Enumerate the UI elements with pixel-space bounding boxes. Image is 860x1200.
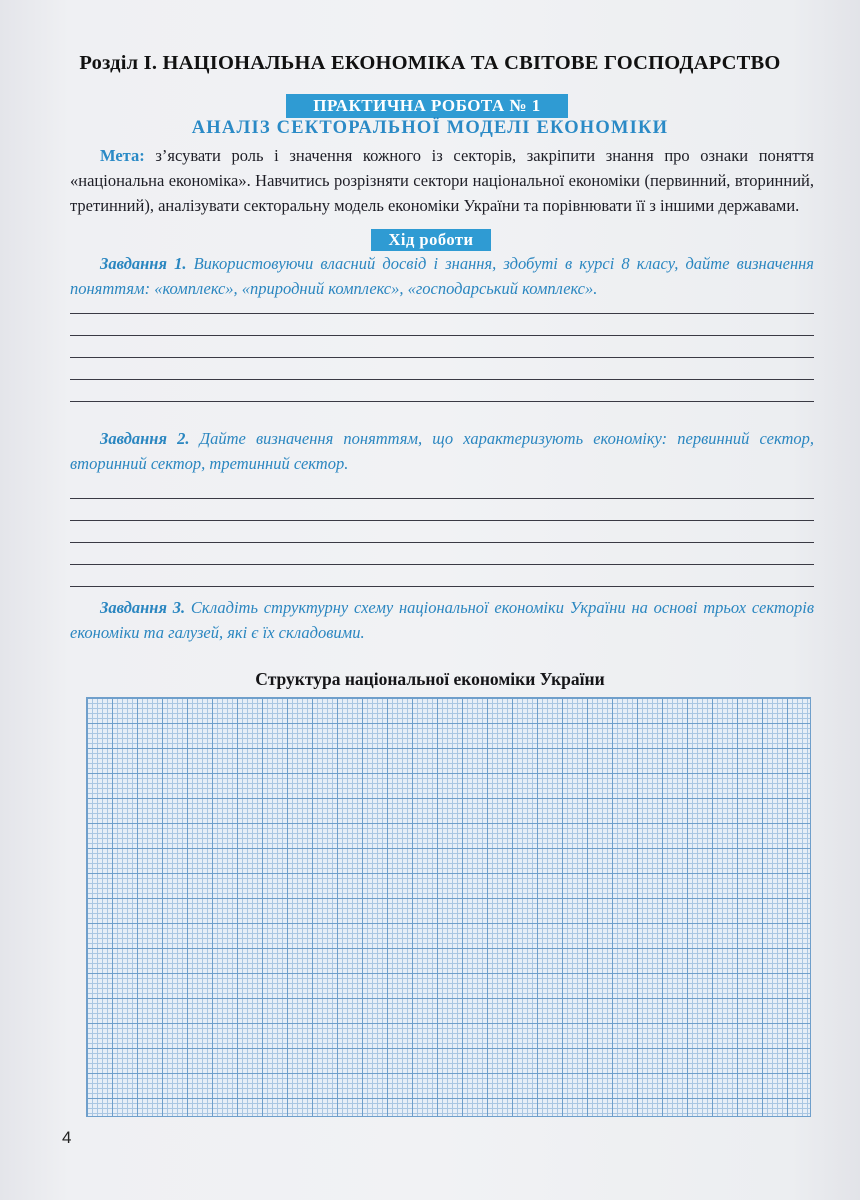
task-3-text: Складіть структурну схему національної економіки України на основі трьох секторів економіки та галузей, які є їх складовими. (70, 598, 814, 642)
answer-line[interactable] (70, 379, 814, 380)
answer-line[interactable] (70, 520, 814, 521)
practical-work-badge: ПРАКТИЧНА РОБОТА № 1 (286, 94, 568, 118)
answer-line[interactable] (70, 401, 814, 402)
answer-line[interactable] (70, 313, 814, 314)
practical-work-subtitle: АНАЛІЗ СЕКТОРАЛЬНОЇ МОДЕЛІ ЕКОНОМІКИ (191, 118, 669, 138)
task-3-label: Завдання 3. (100, 598, 186, 617)
answer-line[interactable] (70, 335, 814, 336)
answer-line[interactable] (70, 564, 814, 565)
scheme-title: Структура національної економіки України (255, 669, 605, 689)
goal-text: з’ясувати роль і значення кожного із секторів, закріпити знання про ознаки поняття «національна економіка». Навчитись розрізняти сектори національної економіки (первинний, вторинний, третинний), аналізувати секторальну модель економіки України та порівнювати її з іншими державами. (70, 146, 814, 215)
page-number: 4 (62, 1128, 72, 1147)
answer-line[interactable] (70, 542, 814, 543)
task-3 (70, 595, 814, 645)
task-2-label: Завдання 2. (100, 429, 190, 448)
graph-paper-grid[interactable] (86, 697, 811, 1117)
task-1-text: Використовуючи власний досвід і знання, здобуті в курсі 8 класу, дайте визначення поняттям: «комплекс», «природний комплекс», «господарський комплекс». (70, 254, 814, 298)
task-1 (70, 251, 814, 301)
goal-label: Мета: (100, 146, 145, 165)
task-2-text: Дайте визначення поняттям, що характеризують економіку: первинний сектор, вторинний сектор, третинний сектор. (70, 429, 814, 473)
section-header: Розділ І. НАЦІОНАЛЬНА ЕКОНОМІКА ТА СВІТОВЕ ГОСПОДАРСТВО (79, 52, 781, 74)
task-1-label: Завдання 1. (100, 254, 187, 273)
goal-paragraph (70, 143, 814, 218)
answer-line[interactable] (70, 498, 814, 499)
answer-line[interactable] (70, 357, 814, 358)
answer-line[interactable] (70, 586, 814, 587)
progress-badge: Хід роботи (371, 229, 491, 251)
task-2 (70, 426, 814, 476)
